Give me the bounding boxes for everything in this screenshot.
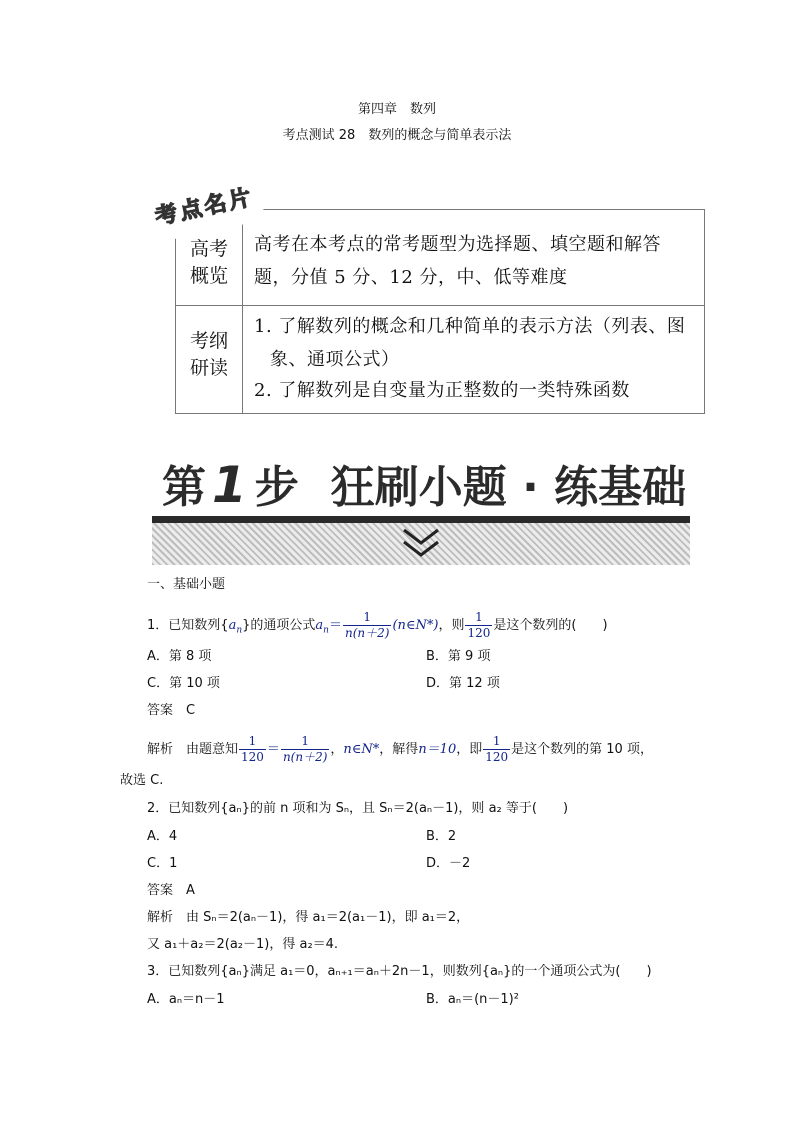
overview-label: 高考 概览 (189, 238, 228, 287)
q2-option-d: D．－2 (426, 856, 471, 871)
q1-analysis: 解析 由题意知 $\frac{1}{120}$ ＝ $\frac{1}{n(n+2)}$ ，n∈N*，解得n＝10，即 $\frac{1}{120}$ 是这个数列的第 10 项， (147, 734, 653, 764)
q1-option-c: C．第 10 项 (147, 676, 220, 691)
q2-option-a: A．4 (147, 829, 178, 844)
banner-bar (152, 516, 690, 523)
q1-analysis-end: 故选 C. (120, 773, 164, 788)
banner-word: 步 (254, 462, 299, 513)
q1-target-fraction: $\frac{1}{120}$ (467, 610, 491, 640)
q2-analysis-2: 又 a₁＋a₂＝2(a₂－1)，得 a₂＝4. (147, 937, 339, 952)
q2-option-b: B．2 (426, 829, 457, 844)
section-heading: 一、基础小题 (147, 577, 226, 592)
syllabus-item-2: 2. 了解数列是自变量为正整数的一类特殊函数 (254, 380, 630, 401)
banner-prefix: 第 (162, 462, 206, 513)
overview-text: 高考在本考点的常考题型为选择题、填空题和解答题，分值 5 分、12 分，中、低等难度 (254, 234, 661, 288)
q1-stem: 1．已知数列$\{a_n\}$的通项公式$a_n=$ $\frac{1}{n(n+2)}$ (n∈N*)，则 $\frac{1}{120}$ 是这个数列的( ) (147, 610, 608, 640)
kaodian-mingpian-stamp: 考点名片 (144, 175, 265, 244)
q2-stem: 2．已知数列{aₙ}的前 n 项和为 Sₙ，且 Sₙ＝2(aₙ－1)，则 a₂ 等于( ) (147, 801, 569, 816)
q1-option-a: A．第 8 项 (147, 649, 212, 664)
banner-step-number: 1 (212, 456, 247, 514)
q2-option-c: C．1 (147, 856, 178, 871)
double-chevron-down-icon (401, 526, 441, 560)
q1-formula-fraction: $\frac{1}{n(n+2)}$ (344, 610, 390, 640)
syllabus-label: 考纲 研读 (189, 330, 228, 379)
test-subtitle: 考点测试 28 数列的概念与简单表示法 (282, 128, 512, 143)
q2-analysis-1: 解析 由 Sₙ＝2(aₙ－1)，得 a₁＝2(a₁－1)，即 a₁＝2， (147, 910, 470, 925)
q1-option-d: D．第 12 项 (426, 676, 500, 691)
banner-heading: 狂刷小题 · 练基础 (330, 462, 687, 513)
q3-stem: 3．已知数列{aₙ}满足 a₁＝0，aₙ₊₁＝aₙ＋2n－1，则数列{aₙ}的一个通项公式为( ) (147, 964, 652, 979)
chapter-title: 第四章 数列 (357, 102, 436, 117)
q1-answer: 答案 C (147, 703, 196, 718)
info-table (175, 209, 705, 414)
q1-option-b: B．第 9 项 (426, 649, 491, 664)
syllabus-item-1: 1. 了解数列的概念和几种简单的表示方法（列表、图象、通项公式） (254, 316, 686, 370)
step-banner-title (162, 455, 702, 515)
q3-option-a: A．aₙ＝n－1 (147, 992, 225, 1007)
q3-option-b: B．aₙ＝(n－1)² (426, 992, 519, 1007)
q2-answer: 答案 A (147, 883, 195, 898)
